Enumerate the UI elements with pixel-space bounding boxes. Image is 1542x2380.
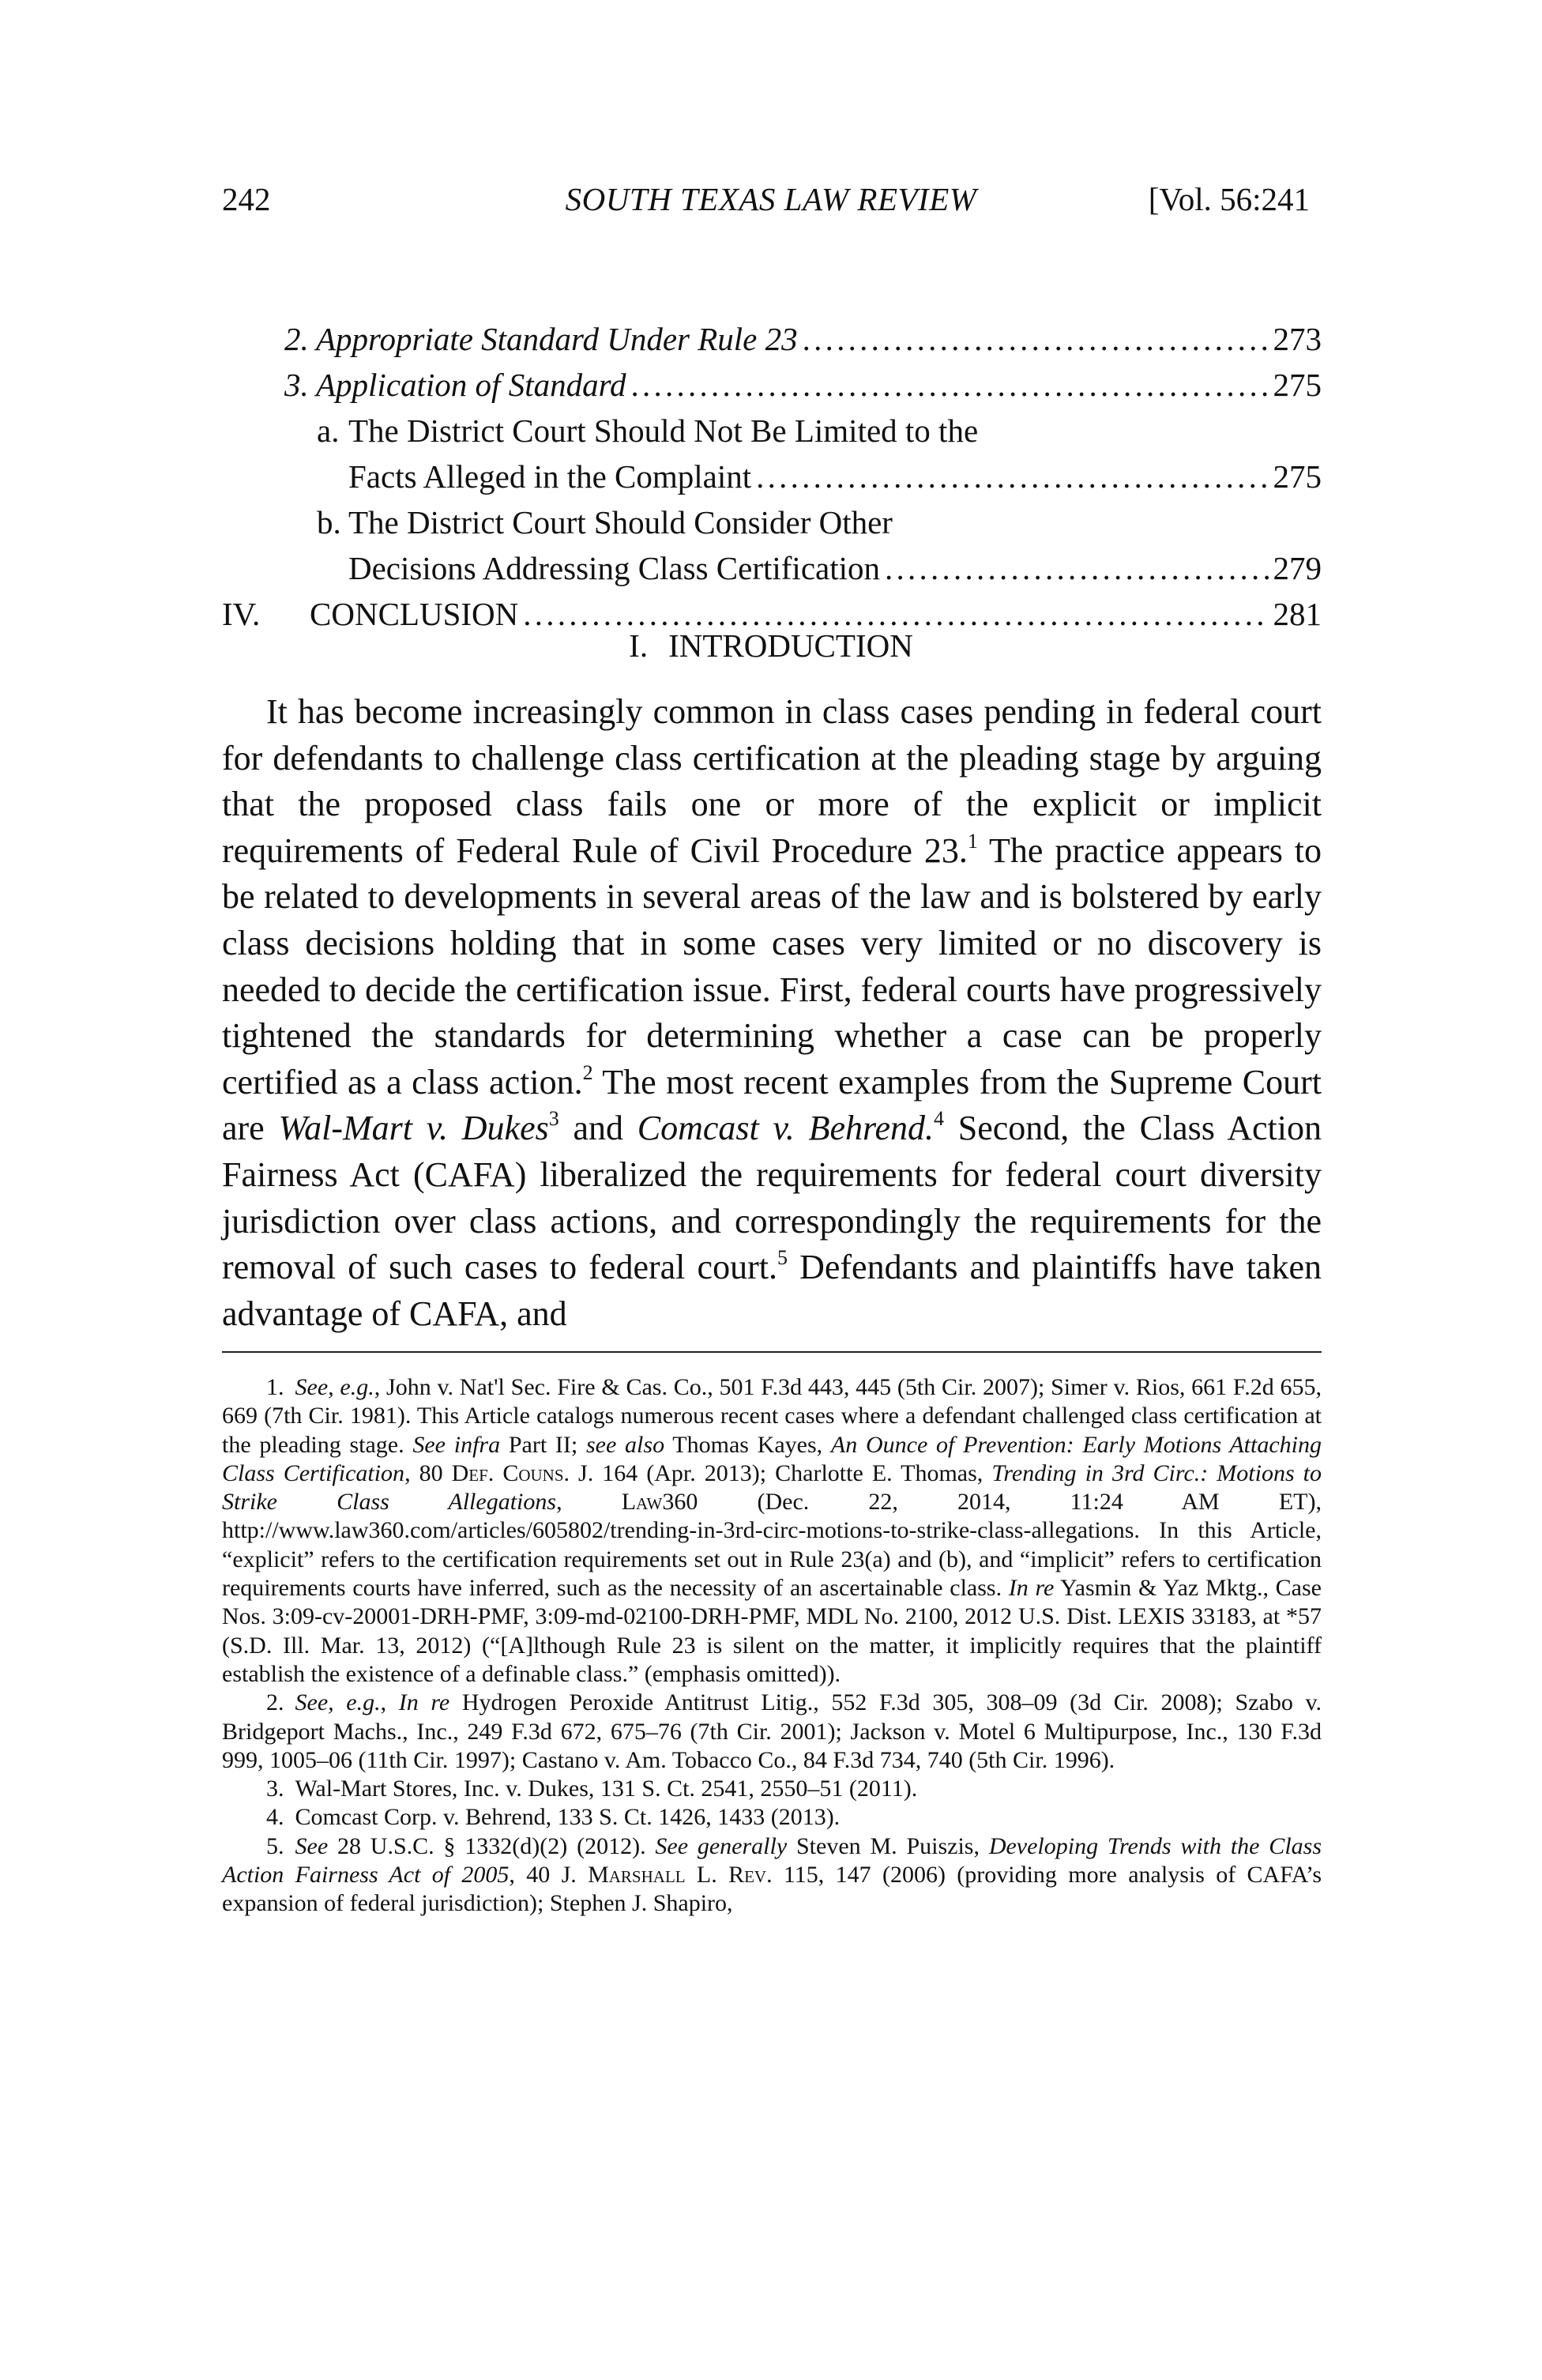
page-number: 242 bbox=[222, 181, 271, 217]
signal: See, e.g. bbox=[295, 1689, 381, 1716]
footnote-2 bbox=[222, 1689, 1322, 1775]
toc-marker: a. bbox=[317, 412, 340, 449]
volume-citation: [Vol. 56:241 bbox=[1148, 181, 1310, 217]
table-of-contents bbox=[222, 316, 1322, 637]
footnote-number: 3. bbox=[266, 1776, 284, 1802]
toc-entry bbox=[222, 362, 1322, 408]
section-number: I. bbox=[629, 627, 649, 664]
toc-title: CONCLUSION bbox=[310, 596, 519, 632]
journal-name: Def. Couns. J. bbox=[451, 1459, 594, 1486]
text-run: , bbox=[556, 1489, 622, 1516]
toc-page: 273 bbox=[1273, 321, 1322, 357]
toc-leader bbox=[803, 316, 1269, 362]
journal-title: SOUTH TEXAS LAW REVIEW bbox=[565, 181, 977, 217]
running-header bbox=[0, 180, 1542, 235]
text-run: and bbox=[559, 1109, 637, 1148]
article-title: An Ounce of Prevention: Early Motions Attaching Class Certification bbox=[222, 1431, 1322, 1486]
text-run: Steven M. Puiszis, bbox=[787, 1832, 989, 1859]
signal: See infra bbox=[412, 1431, 501, 1458]
toc-title: Decisions Addressing Class Certification bbox=[348, 550, 880, 586]
toc-page: 281 bbox=[1273, 596, 1322, 632]
toc-marker: b. bbox=[317, 504, 341, 540]
article-title: Trending in 3rd Circ.: Motions to Strike Class Allegations bbox=[222, 1459, 1322, 1516]
toc-page: 279 bbox=[1273, 550, 1322, 586]
case-name: Wal-Mart v. Dukes bbox=[278, 1109, 549, 1148]
footnote-5 bbox=[222, 1832, 1322, 1919]
text-run: , bbox=[380, 1689, 399, 1716]
toc-page: 275 bbox=[1273, 458, 1322, 495]
toc-marker: 3. bbox=[284, 367, 309, 403]
text-run: The most recent examples from the Supreme Court are bbox=[222, 1062, 1322, 1148]
toc-title: The District Court Should Not Be Limited to the bbox=[348, 412, 979, 449]
text-run: 28 U.S.C. § 1332(d)(2) (2012). bbox=[328, 1832, 656, 1859]
case-name: Comcast v. Behrend. bbox=[637, 1109, 934, 1148]
text-run: Defendants and plaintiffs have taken advantage of CAFA, and bbox=[222, 1248, 1322, 1333]
text-run: , John v. Nat'l Sec. Fire & Cas. Co., 501 F.3d 443, 445 (5th Cir. 2007); Simer v. Rios, 661 F.2d 655, 669 (7th Cir. 1981). This Article catalogs numerous recent cases where a defendant challenged class certification at the pleading stage. bbox=[222, 1374, 1322, 1458]
text-run: 115, 147 (2006) (providing more analysis of CAFA’s expansion of federal jurisdiction); Stephen J. Shapiro, bbox=[222, 1862, 1322, 1917]
signal: In re bbox=[398, 1689, 450, 1716]
toc-entry bbox=[222, 454, 1322, 499]
body-text bbox=[222, 689, 1322, 1337]
toc-marker: IV. bbox=[222, 596, 261, 632]
footnote-ref[interactable]: 4 bbox=[934, 1107, 944, 1131]
toc-title: Application of Standard bbox=[316, 367, 626, 403]
text-run: It has become increasingly common in class cases pending in federal court for defendants to challenge class certification at the pleading stage by arguing that the proposed class fails one or more of the explicit or implicit requirements of Federal Rule of Civil Procedure 23. bbox=[222, 692, 1322, 870]
toc-title: Facts Alleged in the Complaint bbox=[348, 458, 752, 495]
toc-leader bbox=[885, 545, 1269, 591]
footnote-number: 2. bbox=[266, 1689, 284, 1716]
signal: See bbox=[295, 1832, 329, 1859]
article-title: Developing Trends with the Class Action Fairness Act of 2005 bbox=[222, 1832, 1322, 1889]
footnote-divider bbox=[222, 1351, 1322, 1353]
footnote-3 bbox=[222, 1775, 1322, 1803]
text-run: Comcast Corp. v. Behrend, 133 S. Ct. 1426, 1433 (2013). bbox=[295, 1804, 841, 1831]
toc-entry bbox=[222, 499, 1322, 545]
toc-leader bbox=[756, 454, 1268, 499]
signal: See, e.g. bbox=[295, 1374, 374, 1400]
text-run: (Dec. 22, 2014, 11:24 AM ET), http://www.law360.com/articles/605802/trending-in-3rd-circ-motions-to-strike-class-allegations. In this Article, “explicit” refers to the certification requirements set out in Rule 23(a) and (b), and “implicit” refers to certification requirements courts have inferred, such as the necessity of an ascertainable class. bbox=[222, 1489, 1322, 1602]
toc-entry bbox=[222, 545, 1322, 591]
text-run: Second, the Class Action Fairness Act (CAFA) liberalized the requirements for federal court diversity jurisdiction over class actions, and correspondingly the requirements for the removal of such cases to federal court. bbox=[222, 1109, 1322, 1287]
publication-name: Law360 bbox=[621, 1489, 698, 1516]
toc-title: The District Court Should Consider Other bbox=[348, 504, 893, 540]
footnotes bbox=[222, 1373, 1322, 1919]
text-run: The practice appears to be related to developments in several areas of the law and is bolstered by early class decisions holding that in some cases very limited or no discovery is needed to decide the certification issue. First, federal courts have progressively tightened the standards for determining whether a case can be properly certified as a class action. bbox=[222, 830, 1322, 1102]
paragraph bbox=[222, 689, 1322, 1337]
footnote-ref[interactable]: 3 bbox=[548, 1107, 559, 1131]
footnote-number: 1. bbox=[266, 1374, 284, 1400]
text-run: Hydrogen Peroxide Antitrust Litig., 552 F.3d 305, 308–09 (3d Cir. 2008); Szabo v. Bridgeport Machs., Inc., 249 F.3d 672, 675–76 (7th Cir. 2001); Jackson v. Motel 6 Multipurpose, Inc., 130 F.3d 999, 1005–06 (11th Cir. 1997); Castano v. Am. Tobacco Co., 84 F.3d 734, 740 (5th Cir. 1996). bbox=[222, 1689, 1322, 1773]
journal-name: J. Marshall L. Rev. bbox=[561, 1862, 773, 1889]
toc-title: Appropriate Standard Under Rule 23 bbox=[316, 321, 798, 357]
toc-page: 275 bbox=[1273, 367, 1322, 403]
text-run: , 80 bbox=[404, 1459, 452, 1486]
signal: see also bbox=[586, 1431, 665, 1458]
text-run: 164 (Apr. 2013); Charlotte E. Thomas, bbox=[593, 1459, 992, 1486]
toc-leader bbox=[631, 362, 1269, 408]
footnote-ref[interactable]: 5 bbox=[777, 1246, 788, 1270]
signal: See generally bbox=[655, 1832, 788, 1859]
signal: In re bbox=[1008, 1575, 1055, 1602]
toc-marker: 2. bbox=[284, 321, 309, 357]
text-run: Part II; bbox=[500, 1431, 586, 1458]
toc-entry bbox=[222, 316, 1322, 362]
text-run: Wal-Mart Stores, Inc. v. Dukes, 131 S. Ct. 2541, 2550–51 (2011). bbox=[295, 1776, 918, 1802]
text-run: Yasmin & Yaz Mktg., Case Nos. 3:09-cv-20001-DRH-PMF, 3:09-md-02100-DRH-PMF, MDL No. 2100, 2012 U.S. Dist. LEXIS 33183, at *57 (S.D. Ill. Mar. 13, 2012) (“[A]lthough Rule 23 is silent on the matter, it implicitly requires that the plaintiff establish the existence of a definable class.” (emphasis omitted)). bbox=[222, 1575, 1322, 1687]
footnote-number: 5. bbox=[266, 1832, 284, 1859]
footnote-1 bbox=[222, 1373, 1322, 1689]
footnote-4 bbox=[222, 1803, 1322, 1832]
text-run: Thomas Kayes, bbox=[664, 1431, 831, 1458]
footnote-ref[interactable]: 1 bbox=[967, 829, 978, 853]
section-title: INTRODUCTION bbox=[668, 627, 913, 664]
footnote-ref[interactable]: 2 bbox=[582, 1060, 593, 1084]
footnote-number: 4. bbox=[266, 1804, 284, 1831]
toc-entry bbox=[222, 408, 1322, 454]
text-run: , 40 bbox=[509, 1862, 562, 1889]
section-heading bbox=[0, 627, 1542, 665]
